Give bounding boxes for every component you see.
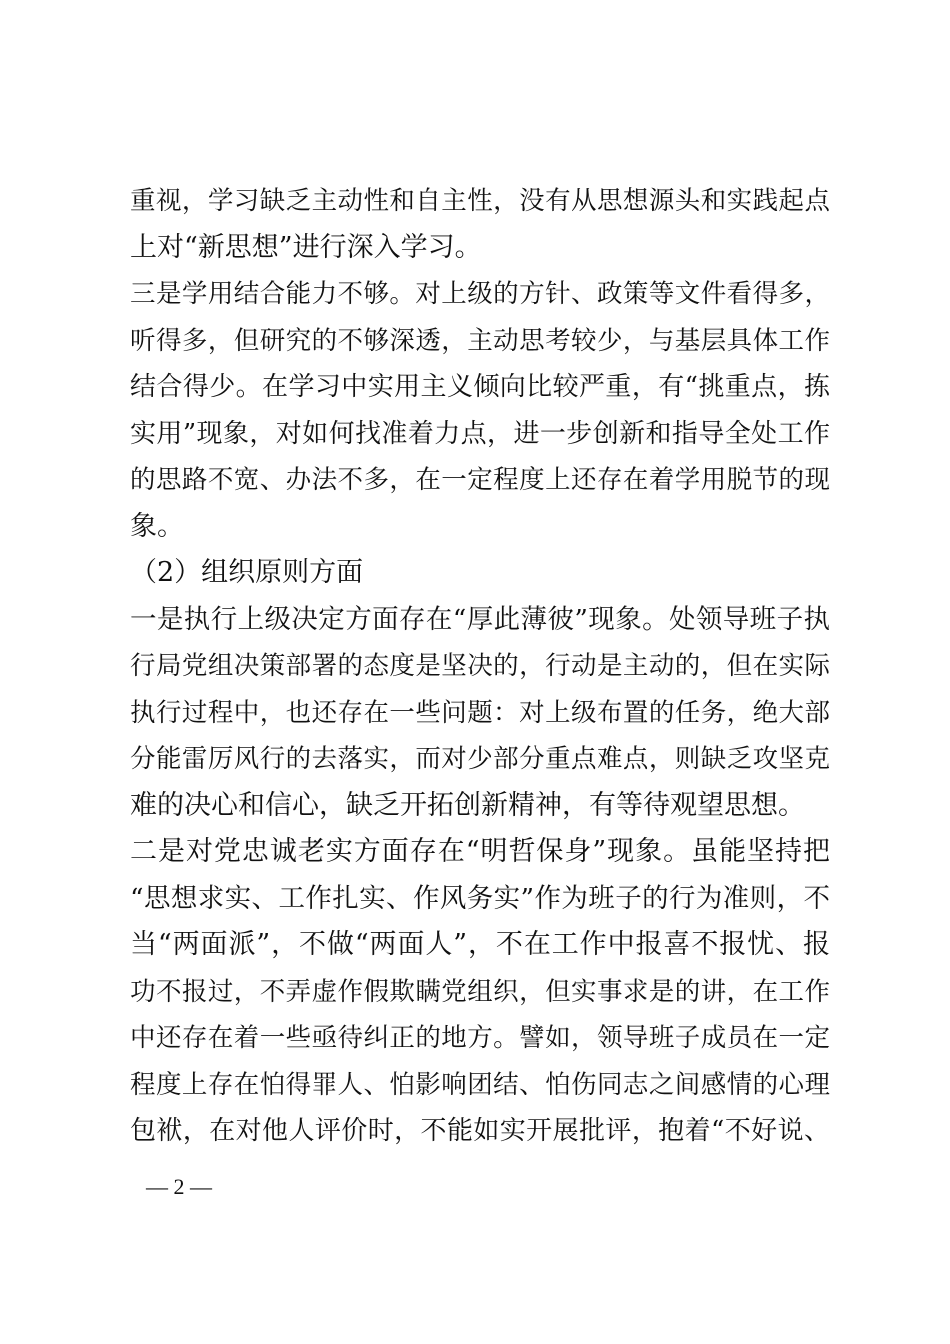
text-line: 实用”现象，对如何找准着力点，进一步创新和指导全处工作 <box>130 418 830 449</box>
body-text <box>130 178 830 1155</box>
text-line: 功不报过，不弄虚作假欺瞒党组织，但实事求是的讲，在工作 <box>130 976 830 1007</box>
text-line: “思想求实、工作扎实、作风务实”作为班子的行为准则，不 <box>130 882 830 914</box>
text-line: 当“两面派”，不做“两面人”，不在工作中报喜不报忧、报 <box>130 929 830 960</box>
text-line: 三是学用结合能力不够。对上级的方针、政策等文件看得多， <box>130 279 830 309</box>
text-line: 执行过程中，也还存在一些问题：对上级布置的任务，绝大部 <box>130 697 830 728</box>
text-line: 难的决心和信心，缺乏开拓创新精神，有等待观望思想。 <box>130 789 805 821</box>
text-line: 程度上存在怕得罪人、怕影响团结、怕伤同志之间感情的心理 <box>130 1069 830 1100</box>
page-number: — 2 — <box>146 1174 212 1199</box>
text-line: 的思路不宽、办法不多，在一定程度上还存在着学用脱节的现 <box>130 465 830 495</box>
text-line: 中还存在着一些亟待纠正的地方。譬如，领导班子成员在一定 <box>130 1023 830 1053</box>
text-line: 包袱，在对他人评价时，不能如实开展批评，抱着“不好说、 <box>130 1116 830 1146</box>
text-line: 上对“新思想”进行深入学习。 <box>130 231 482 263</box>
text-line: 象。 <box>130 510 184 542</box>
text-line: 二是对党忠诚老实方面存在“明哲保身”现象。虽能坚持把 <box>130 836 830 867</box>
text-line: （2）组织原则方面 <box>130 557 364 588</box>
text-line: 行局党组决策部署的态度是坚决的，行动是主动的，但在实际 <box>130 651 830 681</box>
text-line: 一是执行上级决定方面存在“厚此薄彼”现象。处领导班子执 <box>130 603 830 635</box>
text-line: 分能雷厉风行的去落实，而对少部分重点难点，则缺乏攻坚克 <box>130 744 830 774</box>
text-line: 结合得少。在学习中实用主义倾向比较严重，有“挑重点，拣 <box>130 372 830 402</box>
text-line: 听得多，但研究的不够深透，主动思考较少，与基层具体工作 <box>130 325 830 356</box>
text-line: 重视，学习缺乏主动性和自主性，没有从思想源头和实践起点 <box>130 186 830 216</box>
